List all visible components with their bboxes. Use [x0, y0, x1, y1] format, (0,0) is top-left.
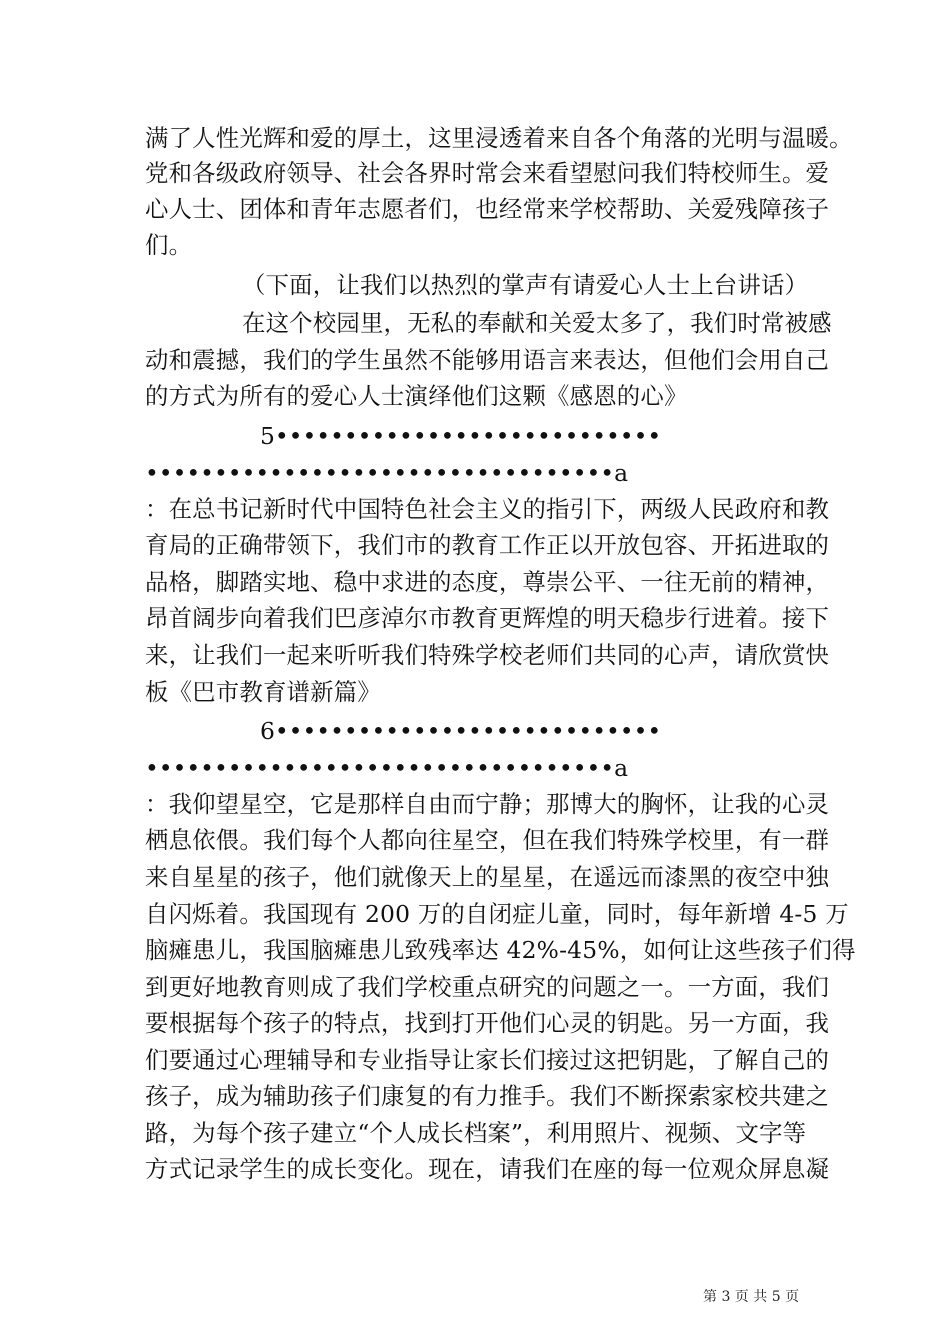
text-line: 来自星星的孩子，他们就像天上的星星，在遥远而漆黑的夜空中独 — [145, 863, 830, 891]
text-line: 们要通过心理辅导和专业指导让家长们接过这把钥匙，了解自己的 — [145, 1046, 830, 1074]
text-line: 党和各级政府领导、社会各界时常会来看望慰问我们特校师生。爱 — [145, 159, 830, 187]
text-line: 脑瘫患儿，我国脑瘫患儿致残率达 42%-45%，如何让这些孩子们得 — [145, 936, 856, 964]
text-line: ：在总书记新时代中国特色社会主义的指引下，两级人民政府和教 — [145, 495, 830, 523]
page-number-footer: 第 3 页 共 5 页 — [703, 1289, 800, 1305]
text-line: 育局的正确带领下，我们市的教育工作正以开放包容、开拓进取的 — [145, 531, 830, 559]
text-line: 的方式为所有的爱心人士演绎他们这颗《感恩的心》 — [145, 382, 688, 410]
text-line: 路，为每个孩子建立“个人成长档案”，利用照片、视频、文字等 — [145, 1119, 807, 1147]
text-line: 板《巴市教育谱新篇》 — [145, 678, 381, 706]
text-line: 心人士、团体和青年志愿者们，也经常来学校帮助、关爱残障孩子 — [145, 195, 830, 223]
text-line: 要根据每个孩子的特点，找到打开他们心灵的钥匙。另一方面，我 — [145, 1009, 830, 1037]
text-line: 们。 — [145, 231, 193, 259]
text-line: 动和震撼，我们的学生虽然不能够用语言来表达，但他们会用自己 — [145, 346, 830, 374]
text-line: 昂首阔步向着我们巴彦淖尔市教育更辉煌的明天稳步行进着。接下 — [145, 604, 830, 632]
dotted-leader-line: ••••••••••••••••••••••••••••••••••a — [145, 754, 629, 782]
text-line: 自闪烁着。我国现有 200 万的自闭症儿童，同时，每年新增 4-5 万 — [145, 900, 849, 928]
section-marker-line: 5•••••••••••••••••••••••••••• — [260, 422, 662, 450]
dotted-leader-line: ••••••••••••••••••••••••••••••••••a — [145, 459, 629, 487]
text-line: 满了人性光辉和爱的厚土，这里浸透着来自各个角落的光明与温暖。 — [145, 124, 853, 152]
text-line: 方式记录学生的成长变化。现在，请我们在座的每一位观众屏息凝 — [145, 1155, 830, 1183]
text-line: 品格，脚踏实地、稳中求进的态度，尊崇公平、一往无前的精神， — [145, 568, 830, 596]
text-line: 孩子，成为辅助孩子们康复的有力推手。我们不断探索家校共建之 — [145, 1082, 830, 1110]
text-line: 栖息依偎。我们每个人都向往星空，但在我们特殊学校里，有一群 — [145, 826, 830, 854]
text-line: 来，让我们一起来听听我们特殊学校老师们共同的心声，请欣赏快 — [145, 641, 830, 669]
section-marker-line: 6•••••••••••••••••••••••••••• — [260, 717, 662, 745]
text-line: 在这个校园里，无私的奉献和关爱太多了，我们时常被感 — [242, 309, 832, 337]
text-line: （下面，让我们以热烈的掌声有请爱心人士上台讲话） — [242, 271, 809, 299]
text-line: 到更好地教育则成了我们学校重点研究的问题之一。一方面，我们 — [145, 973, 830, 1001]
text-line: ：我仰望星空，它是那样自由而宁静；那博大的胸怀，让我的心灵 — [145, 790, 830, 818]
